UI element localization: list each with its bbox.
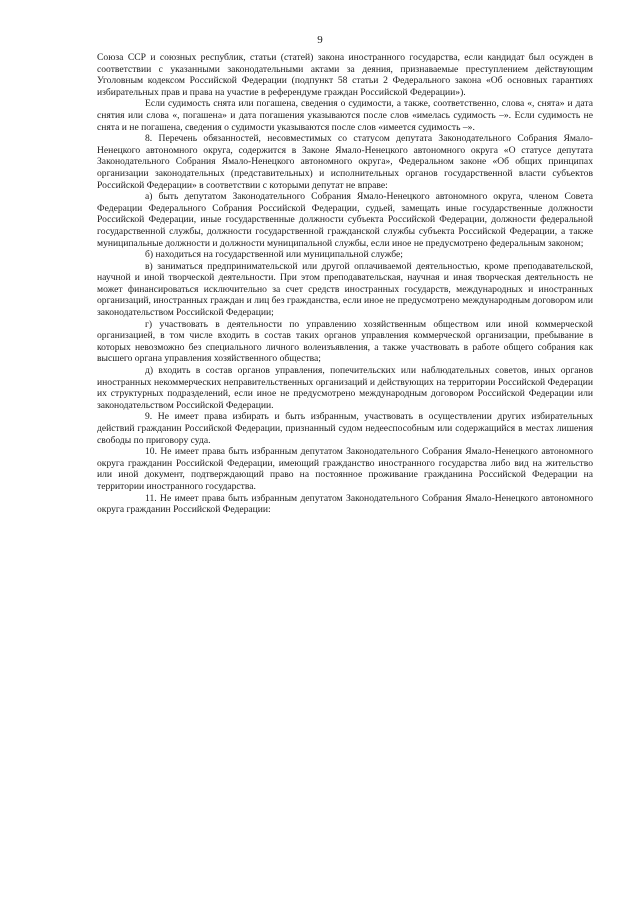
paragraph-item-11: 11. Не имеет права быть избранным депутатом Законодательного Собрания Ямало-Ненецкого автономного округа гражданин Российской Федерации: <box>97 492 593 516</box>
document-body <box>97 52 593 516</box>
paragraph-continuation: Союза ССР и союзных республик, статьи (статей) закона иностранного государства, если кандидат был осужден в соответствии с указанными законодательными актами за деяния, признаваемые преступлением действующим Уголовным кодексом Российской Федерации (подпункт 58 статьи 2 Федерального закона «Об основных гарантиях избирательных прав и права на участие в референдуме граждан Российской Федерации»). <box>97 52 593 98</box>
page-number: 9 <box>317 34 323 46</box>
paragraph-criminal-record-note: Если судимость снята или погашена, сведения о судимости, а также, соответственно, слова «, снята» и дата снятия или слова «, погашена» и дата погашения указываются после слов «имелась судимость –». Если судимость не снята и не погашена, сведения о судимости указываются после слов «имеется судимость –». <box>97 98 593 133</box>
paragraph-item-10: 10. Не имеет права быть избранным депутатом Законодательного Собрания Ямало-Ненецкого автономного округа гражданин Российской Федерации, имеющий гражданство иностранного государства либо вид на жительство или иной документ, подтверждающий право на постоянное проживание гражданина Российской Федерации на территории иностранного государства. <box>97 446 593 492</box>
paragraph-item-8: 8. Перечень обязанностей, несовместимых со статусом депутата Законодательного Собрания Ямало-Ненецкого автономного округа, содержится в Законе Ямало-Ненецкого автономного округа «О статусе депутата Законодательного Собрания Ямало-Ненецкого автономного округа», Федеральном законе «Об общих принципах организации законодательных (представительных) и исполнительных органов государственной власти субъектов Российской Федерации» в соответствии с которыми депутат не вправе: <box>97 133 593 191</box>
paragraph-item-8g: г) участвовать в деятельности по управлению хозяйственным обществом или иной коммерческой организацией, в том числе входить в состав таких органов управления коммерческой организации, пребывание в которых невозможно без специального личного волеизъявления, а также участвовать в работе общего собрания как высшего органа управления хозяйственного общества; <box>97 318 593 365</box>
paragraph-item-8a: а) быть депутатом Законодательного Собрания Ямало-Ненецкого автономного округа, членом Совета Федерации Федерального Собрания Российской Федерации, судьей, замещать иные государственные должности Российской Федерации, иные государственные должности субъекта Российской Федерации, должности федеральной государственной службы, должности государственной гражданской службы субъекта Российской Федерации, а также муниципальные должности и должности муниципальной службы, если иное не предусмотрено федеральным законом; <box>97 191 593 249</box>
paragraph-item-8b: б) находиться на государственной или муниципальной службе; <box>145 249 403 261</box>
paragraph-item-8v: в) заниматься предпринимательской или другой оплачиваемой деятельностью, кроме преподавательской, научной и иной творческой деятельности. При этом преподавательская, научная и иная творческая деятельность не может финансироваться исключительно за счет средств иностранных государств, международных и иностранных организаций, иностранных граждан и лиц без гражданства, если иное не предусмотрено международным договором или законодательством Российской Федерации; <box>97 260 593 319</box>
paragraph-item-9: 9. Не имеет права избирать и быть избранным, участвовать в осуществлении других избирательных действий гражданин Российской Федерации, признанный судом недееспособным или содержащийся в местах лишения свободы по приговору суда. <box>97 411 593 446</box>
paragraph-item-8d: д) входить в состав органов управления, попечительских или наблюдательных советов, иных органов иностранных некоммерческих неправительственных организаций и действующих на территории Российской Федерации их структурных подразделений, если иное не предусмотрено международным договором Российской Федерации или законодательством Российской Федерации. <box>97 365 593 411</box>
